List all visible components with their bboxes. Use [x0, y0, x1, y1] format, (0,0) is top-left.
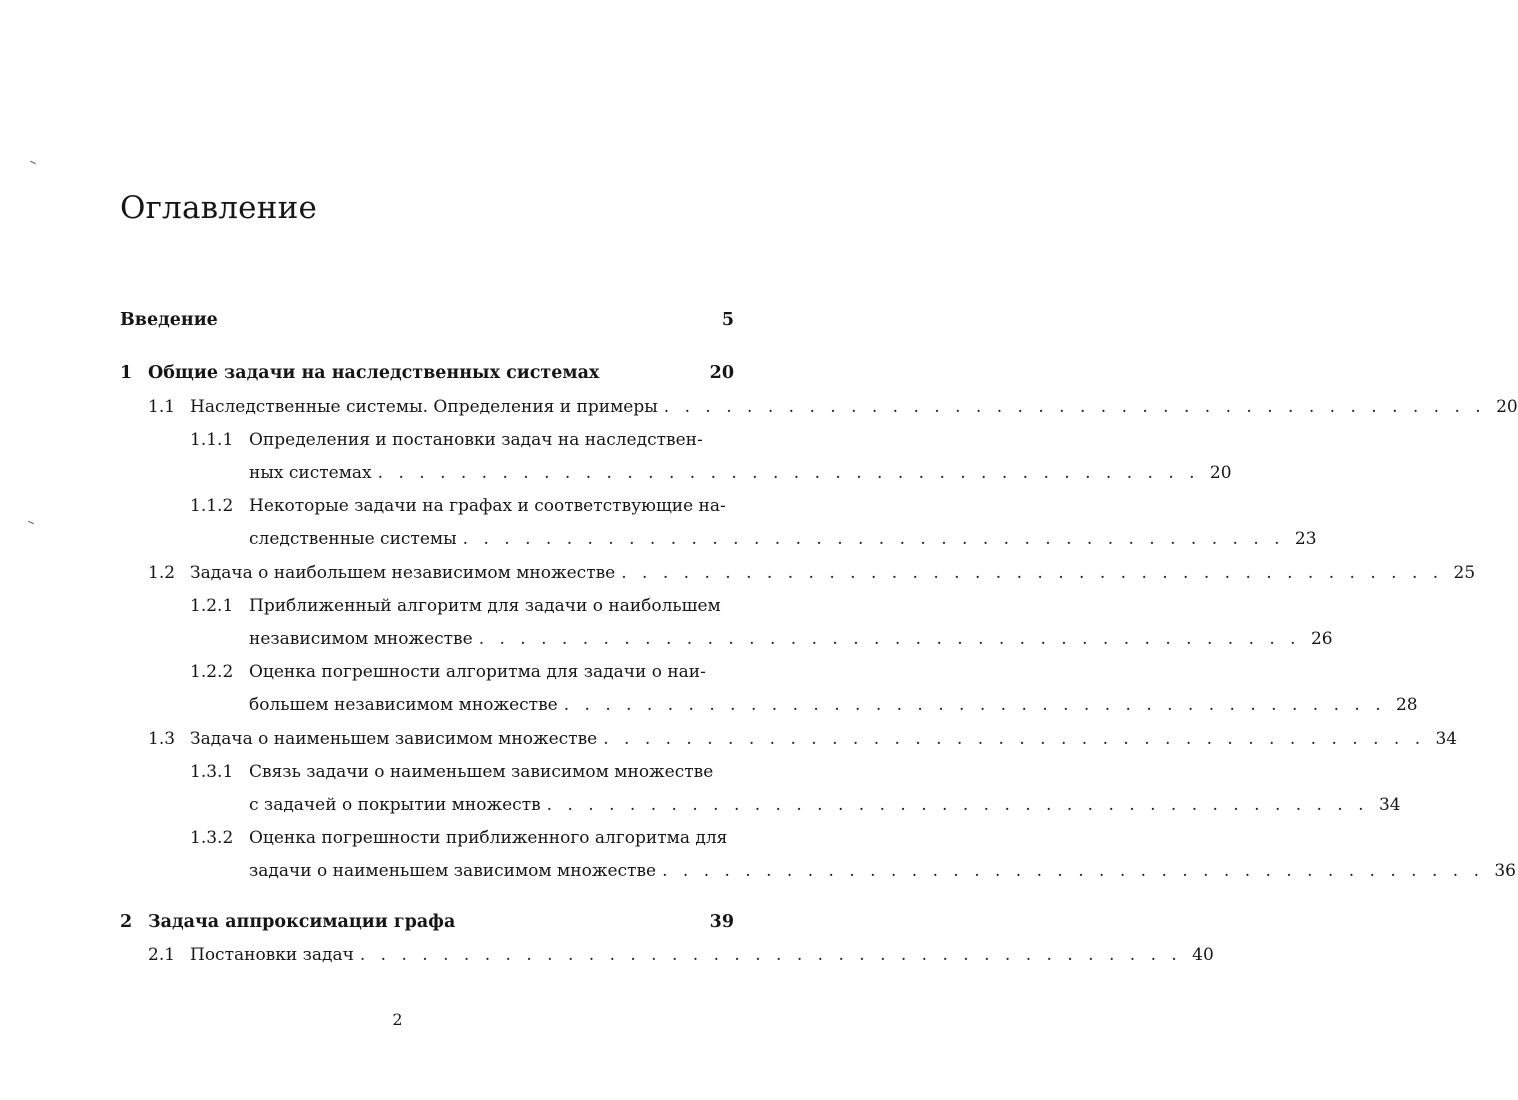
toc-entry-title-line2: большем независимом множестве — [249, 695, 558, 715]
dot-leader: . . . . . . . . . . . . . . . . . . . . . . . . . . . . . . . . . . . . . . . . — [662, 861, 1484, 881]
dot-leader: . . . . . . . . . . . . . . . . . . . . . . . . . . . . . . . . . . . . . . . . — [621, 563, 1444, 583]
toc-subsection-number: 1.1.2 — [190, 496, 234, 516]
toc-section-number: 1.1 — [148, 397, 176, 417]
toc-entry-page: 39 — [709, 912, 734, 932]
dot-leader: . . . . . . . . . . . . . . . . . . . . . . . . . . . . . . . . . . . . . . . . — [478, 629, 1301, 649]
dot-leader: . . . . . . . . . . . . . . . . . . . . . . . . . . . . . . . . . . . . . . . . — [462, 529, 1285, 549]
toc-entry-page: 20 — [1496, 397, 1518, 417]
dot-leader: . . . . . . . . . . . . . . . . . . . . . . . . . . . . . . . . . . . . . . . . — [663, 397, 1486, 417]
toc-chapter-1[interactable] — [148, 363, 734, 387]
toc-subsection-1-3-2[interactable] — [249, 861, 1516, 885]
toc-entry-title-line1[interactable]: Оценка погрешности алгоритма для задачи о наи- — [249, 662, 706, 682]
toc-chapter-number: 2 — [120, 912, 133, 932]
page-number: 2 — [392, 1010, 403, 1029]
toc-entry-intro[interactable] — [120, 310, 734, 334]
toc-entry-title: Задача о наибольшем независимом множестве — [190, 563, 616, 583]
toc-section-1-2[interactable] — [190, 563, 1476, 587]
toc-entry-title: Задача о наименьшем зависимом множестве — [190, 729, 598, 749]
toc-entry-title: Постановки задач — [190, 945, 354, 965]
dot-leader: . . . . . . . . . . . . . . . . . . . . . . . . . . . . . . . . . . . . . . . . — [563, 695, 1386, 715]
dot-leader: . . . . . . . . . . . . . . . . . . . . . . . . . . . . . . . . . . . . . . . . — [377, 463, 1200, 483]
toc-section-1-3[interactable] — [190, 729, 1458, 753]
toc-entry-page: 20 — [709, 363, 734, 383]
toc-section-number: 1.3 — [148, 729, 176, 749]
toc-entry-page: 20 — [1209, 463, 1232, 483]
toc-entry-title-line2: независимом множестве — [249, 629, 473, 649]
toc-subsection-number: 1.3.2 — [190, 828, 234, 848]
toc-entry-page: 28 — [1395, 695, 1418, 715]
scan-artifact — [28, 521, 34, 524]
toc-entry-title-line2: следственные системы — [249, 529, 457, 549]
toc-chapter-number: 1 — [120, 363, 133, 383]
toc-entry-page: 25 — [1453, 563, 1476, 583]
toc-section-number: 1.2 — [148, 563, 176, 583]
toc-subsection-number: 1.2.1 — [190, 596, 234, 616]
toc-section-2-1[interactable] — [190, 945, 1214, 969]
toc-entry-title-line2: задачи о наименьшем зависимом множестве — [249, 861, 657, 881]
toc-entry-title-line1[interactable]: Приближенный алгоритм для задачи о наибольшем — [249, 596, 721, 616]
toc-entry-title: Введение — [120, 310, 218, 330]
toc-chapter-2[interactable] — [148, 912, 734, 936]
scan-artifact — [30, 161, 36, 164]
toc-entry-title: Общие задачи на наследственных системах — [148, 363, 600, 383]
dot-leader: . . . . . . . . . . . . . . . . . . . . . . . . . . . . . . . . . . . . . . . . — [359, 945, 1182, 965]
toc-entry-title-line1[interactable]: Связь задачи о наименьшем зависимом множестве — [249, 762, 714, 782]
toc-entry-page: 40 — [1192, 945, 1214, 965]
toc-subsection-1-1-1[interactable] — [249, 463, 1232, 487]
toc-entry-page: 23 — [1294, 529, 1317, 549]
page-title: Оглавление — [120, 190, 317, 226]
toc-entry-title-line1[interactable]: Некоторые задачи на графах и соответствующие на- — [249, 496, 726, 516]
toc-section-1-1[interactable] — [190, 397, 1518, 421]
toc-subsection-number: 1.2.2 — [190, 662, 234, 682]
toc-subsection-1-3-1[interactable] — [249, 795, 1401, 819]
toc-entry-title: Задача аппроксимации графа — [148, 912, 456, 932]
toc-entry-page: 26 — [1310, 629, 1333, 649]
toc-entry-title-line1[interactable]: Определения и постановки задач на наследствен- — [249, 430, 703, 450]
toc-subsection-number: 1.1.1 — [190, 430, 234, 450]
toc-entry-title: Наследственные системы. Определения и примеры — [190, 397, 658, 417]
toc-section-number: 2.1 — [148, 945, 176, 965]
dot-leader: . . . . . . . . . . . . . . . . . . . . . . . . . . . . . . . . . . . . . . . . — [546, 795, 1369, 815]
toc-entry-page: 34 — [1435, 729, 1458, 749]
toc-entry-page: 36 — [1494, 861, 1516, 881]
toc-subsection-1-2-2[interactable] — [249, 695, 1418, 719]
toc-entry-page: 5 — [721, 310, 734, 330]
toc-entry-title-line2: ных системах — [249, 463, 372, 483]
toc-entry-page: 34 — [1378, 795, 1401, 815]
dot-leader: . . . . . . . . . . . . . . . . . . . . . . . . . . . . . . . . . . . . . . . . — [603, 729, 1426, 749]
toc-subsection-number: 1.3.1 — [190, 762, 234, 782]
toc-subsection-1-1-2[interactable] — [249, 529, 1317, 553]
toc-entry-title-line1[interactable]: Оценка погрешности приближенного алгоритма для — [249, 828, 728, 848]
toc-subsection-1-2-1[interactable] — [249, 629, 1333, 653]
toc-entry-title-line2: с задачей о покрытии множеств — [249, 795, 541, 815]
